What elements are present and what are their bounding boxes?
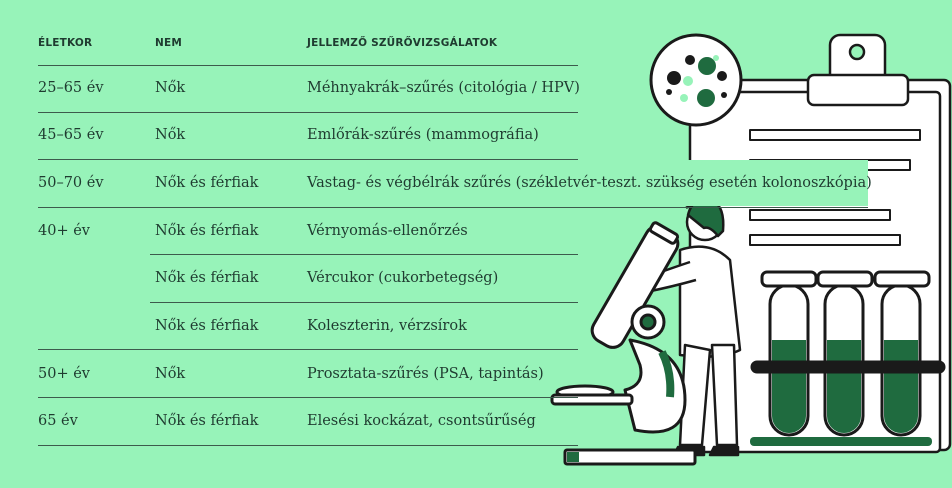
row-screening: Emlőrák-szűrés (mammográfia) xyxy=(307,127,539,143)
header-age: ÉLETKOR xyxy=(38,37,93,49)
row-age: 65 év xyxy=(38,413,78,429)
petri-dish-icon xyxy=(651,35,741,125)
row-sex: Nők és férfiak xyxy=(155,175,259,191)
header-screenings: JELLEMZŐ SZŰRŐVIZSGÁLATOK xyxy=(307,37,498,49)
row-screening: Vérnyomás-ellenőrzés xyxy=(307,223,468,239)
row-screening: Prosztata-szűrés (PSA, tapintás) xyxy=(307,366,544,382)
row-divider xyxy=(150,254,578,255)
microscope-icon xyxy=(552,222,695,464)
row-divider xyxy=(38,112,578,113)
row-age: 50–70 év xyxy=(38,175,104,191)
row-screening: Koleszterin, vérzsírok xyxy=(307,318,467,334)
row-screening: Elesési kockázat, csontsűrűség xyxy=(307,413,536,429)
row-sex: Nők és férfiak xyxy=(155,223,259,239)
row-divider xyxy=(38,207,868,208)
row-age: 45–65 év xyxy=(38,127,104,143)
row-age: 40+ év xyxy=(38,223,90,239)
row-age: 50+ év xyxy=(38,366,90,382)
row-divider xyxy=(38,445,578,446)
row-sex: Nők xyxy=(155,127,186,143)
row-screening: Méhnyakrák–szűrés (citológia / HPV) xyxy=(307,80,580,96)
row-sex: Nők és férfiak xyxy=(155,318,259,334)
row-sex: Nők xyxy=(155,80,186,96)
row-divider xyxy=(150,302,578,303)
row-sex: Nők és férfiak xyxy=(155,413,259,429)
test-tubes-icon xyxy=(750,272,944,446)
header-sex: NEM xyxy=(155,37,183,49)
row-screening: Vércukor (cukorbetegség) xyxy=(307,270,499,286)
row-age: 25–65 év xyxy=(38,80,104,96)
row-screening: Vastag- és végbélrák szűrés (székletvér-teszt. szükség esetén kolonoszkópia) xyxy=(307,175,872,191)
row-sex: Nők xyxy=(155,366,186,382)
row-divider xyxy=(38,65,578,66)
row-divider xyxy=(38,349,578,350)
row-sex: Nők és férfiak xyxy=(155,270,259,286)
row-divider xyxy=(38,397,578,398)
